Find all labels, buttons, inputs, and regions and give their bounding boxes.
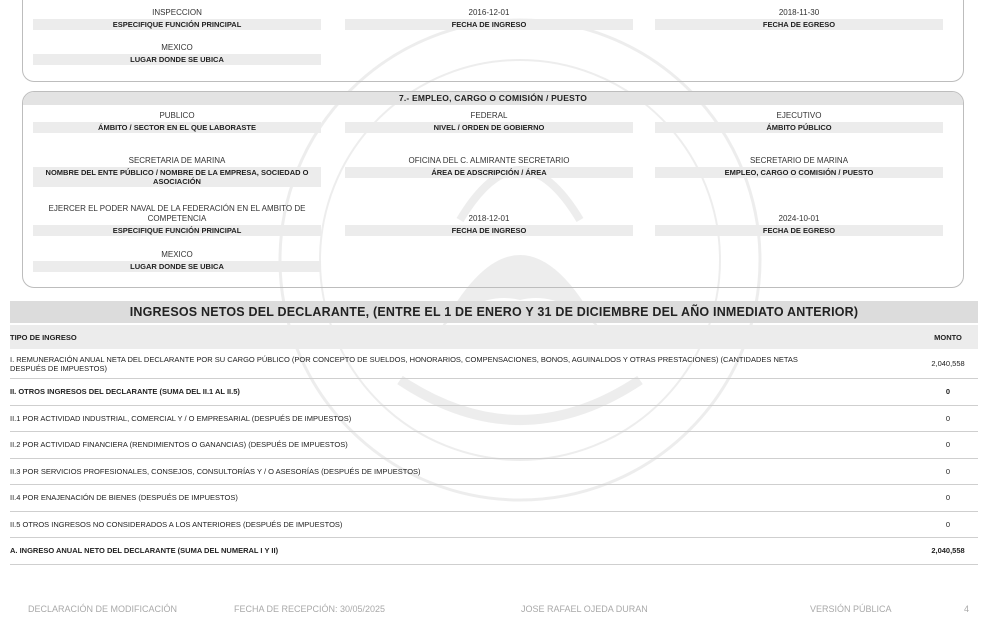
prev-funcion-label: ESPECIFIQUE FUNCIÓN PRINCIPAL xyxy=(33,19,321,30)
job7-puesto xyxy=(655,156,943,178)
ingreso-tipo: II.3 POR SERVICIOS PROFESIONALES, CONSEJOS, CONSULTORÍAS Y / O ASESORÍAS (DESPUÉS DE IMPUESTOS) xyxy=(10,458,918,485)
table-row xyxy=(10,485,978,512)
job7-puesto-value: SECRETARIO DE MARINA xyxy=(749,156,849,165)
ingreso-monto: 0 xyxy=(918,511,978,538)
job7-area xyxy=(345,156,633,178)
ingreso-monto: 2,040,558 xyxy=(918,538,978,565)
footer-page-number: 4 xyxy=(964,604,970,614)
prev-fecha-ingreso xyxy=(345,8,633,30)
job7-ambito-label: ÁMBITO PÚBLICO xyxy=(655,122,943,133)
table-row xyxy=(10,405,978,432)
previous-job-section xyxy=(22,0,964,82)
job7-funcion-value: EJERCER EL PODER NAVAL DE LA FEDERACIÓN EN EL AMBITO DE COMPETENCIA xyxy=(48,204,306,223)
ingreso-monto: 0 xyxy=(918,379,978,406)
ingresos-header-row xyxy=(10,325,978,349)
ingreso-tipo: II. OTROS INGRESOS DEL DECLARANTE (SUMA DEL II.1 AL II.5) xyxy=(10,379,918,406)
job7-funcion xyxy=(33,204,321,236)
job7-ente xyxy=(33,156,321,187)
col-tipo-header: TIPO DE INGRESO xyxy=(10,325,918,349)
table-row xyxy=(10,538,978,565)
table-row xyxy=(10,458,978,485)
prev-funcion-value: INSPECCION xyxy=(152,8,202,17)
job7-fecha-egreso xyxy=(655,214,943,236)
ingreso-monto: 0 xyxy=(918,458,978,485)
prev-lugar xyxy=(33,43,321,65)
table-row xyxy=(10,511,978,538)
ingreso-monto: 0 xyxy=(918,432,978,459)
job7-section xyxy=(22,91,964,288)
table-row xyxy=(10,432,978,459)
job7-ente-label: NOMBRE DEL ENTE PÚBLICO / NOMBRE DE LA EMPRESA, SOCIEDAD O ASOCIACIÓN xyxy=(33,167,321,187)
job7-fecha-egreso-label: FECHA DE EGRESO xyxy=(655,225,943,236)
ingreso-tipo: II.4 POR ENAJENACIÓN DE BIENES (DESPUÉS DE IMPUESTOS) xyxy=(10,485,918,512)
job7-area-value: OFICINA DEL C. ALMIRANTE SECRETARIO xyxy=(408,156,570,165)
ingreso-tipo: A. INGRESO ANUAL NETO DEL DECLARANTE (SUMA DEL NUMERAL I Y II) xyxy=(10,538,918,565)
prev-lugar-label: LUGAR DONDE SE UBICA xyxy=(33,54,321,65)
page-footer xyxy=(0,604,1006,618)
job7-lugar xyxy=(33,250,321,272)
ingreso-monto: 0 xyxy=(918,485,978,512)
ingreso-monto: 0 xyxy=(918,405,978,432)
job7-funcion-label: ESPECIFIQUE FUNCIÓN PRINCIPAL xyxy=(33,225,321,236)
job7-fecha-ingreso-value: 2018-12-01 xyxy=(468,214,510,223)
job7-title: 7.- EMPLEO, CARGO O COMISIÓN / PUESTO xyxy=(23,92,963,105)
job7-nivel xyxy=(345,111,633,133)
prev-fecha-egreso-label: FECHA DE EGRESO xyxy=(655,19,943,30)
ingreso-tipo: I. REMUNERACIÓN ANUAL NETA DEL DECLARANTE POR SU CARGO PÚBLICO (POR CONCEPTO DE SUELDOS, HONORARIOS, COMPENSACIONES, BONOS, AGUINALDOS Y OTRAS PRESTACIONES) (CANTIDADES NETAS DESPUÉS DE IMPUESTOS) xyxy=(10,349,918,379)
ingreso-tipo: II.1 POR ACTIVIDAD INDUSTRIAL, COMERCIAL Y / O EMPRESARIAL (DESPUÉS DE IMPUESTOS) xyxy=(10,405,918,432)
ingresos-title: INGRESOS NETOS DEL DECLARANTE, (ENTRE EL 1 DE ENERO Y 31 DE DICIEMBRE DEL AÑO INMEDIATO ANTERIOR) xyxy=(10,301,978,323)
job7-nivel-value: FEDERAL xyxy=(470,111,508,120)
job7-sector-label: ÁMBITO / SECTOR EN EL QUE LABORASTE xyxy=(33,122,321,133)
table-row xyxy=(10,379,978,406)
job7-ambito xyxy=(655,111,943,133)
job7-ambito-value: EJECUTIVO xyxy=(776,111,822,120)
footer-version: VERSIÓN PÚBLICA xyxy=(810,604,892,614)
footer-declaration-type: DECLARACIÓN DE MODIFICACIÓN xyxy=(28,604,178,614)
prev-fecha-ingreso-label: FECHA DE INGRESO xyxy=(345,19,633,30)
job7-area-label: ÁREA DE ADSCRIPCIÓN / ÁREA xyxy=(345,167,633,178)
prev-fecha-egreso-value: 2018-11-30 xyxy=(778,8,820,17)
job7-lugar-label: LUGAR DONDE SE UBICA xyxy=(33,261,321,272)
ingresos-table xyxy=(10,325,978,565)
job7-fecha-ingreso xyxy=(345,214,633,236)
job7-sector-value: PUBLICO xyxy=(159,111,195,120)
prev-lugar-value: MEXICO xyxy=(161,43,193,52)
job7-fecha-ingreso-label: FECHA DE INGRESO xyxy=(345,225,633,236)
table-row xyxy=(10,349,978,379)
prev-funcion xyxy=(33,8,321,30)
ingreso-tipo: II.2 POR ACTIVIDAD FINANCIERA (RENDIMIENTOS O GANANCIAS) (DESPUÉS DE IMPUESTOS) xyxy=(10,432,918,459)
job7-nivel-label: NIVEL / ORDEN DE GOBIERNO xyxy=(345,122,633,133)
ingreso-monto: 2,040,558 xyxy=(918,349,978,379)
prev-fecha-ingreso-value: 2016-12-01 xyxy=(468,8,510,17)
job7-puesto-label: EMPLEO, CARGO O COMISIÓN / PUESTO xyxy=(655,167,943,178)
footer-declarant-name: JOSE RAFAEL OJEDA DURAN xyxy=(521,604,648,614)
ingreso-tipo: II.5 OTROS INGRESOS NO CONSIDERADOS A LOS ANTERIORES (DESPUÉS DE IMPUESTOS) xyxy=(10,511,918,538)
prev-fecha-egreso xyxy=(655,8,943,30)
job7-lugar-value: MEXICO xyxy=(161,250,193,259)
footer-reception-date: FECHA DE RECEPCIÓN: 30/05/2025 xyxy=(234,604,386,614)
col-monto-header: MONTO xyxy=(918,325,978,349)
job7-ente-value: SECRETARIA DE MARINA xyxy=(128,156,226,165)
job7-fecha-egreso-value: 2024-10-01 xyxy=(778,214,820,223)
job7-sector xyxy=(33,111,321,133)
